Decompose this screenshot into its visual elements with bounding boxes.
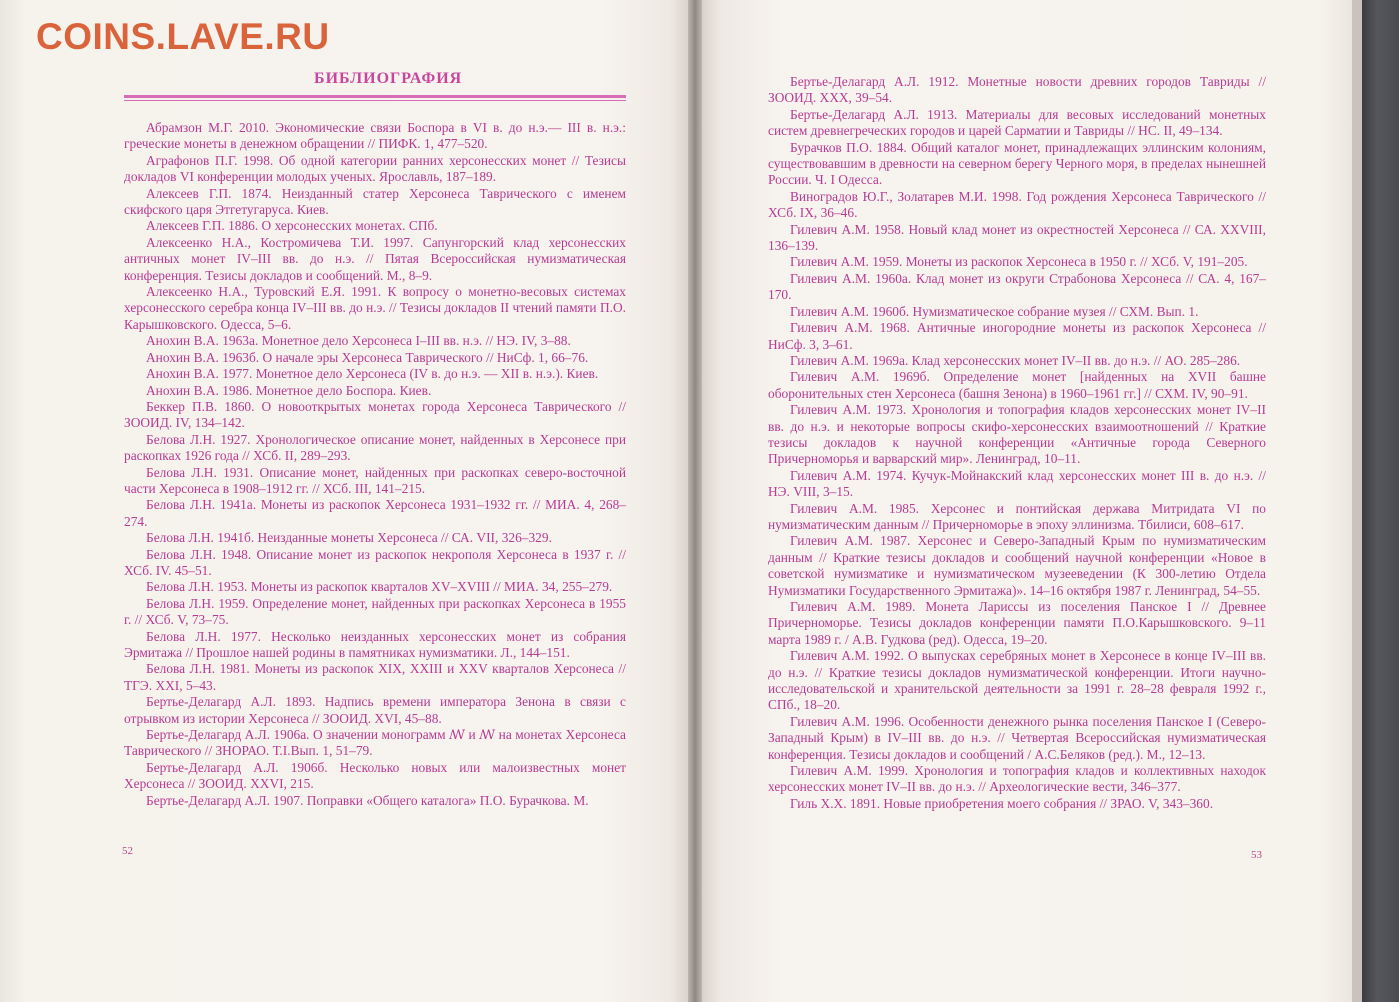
bibliography-entry: Белова Л.Н. 1977. Несколько неизданных херсонесских монет из собрания Эрмитажа // Прошлое нашей родины в памятниках нумизматики. Л., 144–151. bbox=[124, 628, 626, 660]
right-page bbox=[702, 0, 1352, 1002]
bibliography-entry: Белова Л.Н. 1927. Хронологическое описание монет, найденных в Херсонесе при раскопках 1926 года // ХСб. II, 289–293. bbox=[124, 431, 626, 464]
bibliography-entry: Белова Л.Н. 1953. Монеты из раскопок кварталов XV–XVIII // МИА. 34, 255–279. bbox=[146, 579, 613, 595]
bibliography-entry: Белова Л.Н. 1931. Описание монет, найденных при раскопках северо-восточной части Херсонеса в 1908–1912 гг. // ХСб. III, 141–215. bbox=[124, 464, 626, 496]
bibliography-entry: Гилевич А.М. 1960б. Нумизматическое собрание музея // СХМ. Вып. 1. bbox=[790, 303, 1199, 319]
bibliography-entry: Бурачков П.О. 1884. Общий каталог монет, принадлежащих эллинским колониям, существовавшим в древности на северном берегу Черного моря, в пределах нынешней России. Ч. I Одесса. bbox=[768, 139, 1266, 188]
bibliography-entry: Белова Л.Н. 1981. Монеты из раскопок XIX, XXIII и XXV кварталов Херсонеса // ТГЭ. XXI, 5–43. bbox=[124, 661, 626, 693]
bibliography-entry: Беккер П.В. 1860. О новооткрытых монетах города Херсонеса Таврического // ЗООИД. IV, 134–142. bbox=[124, 398, 626, 431]
bibliography-entry: Бертье-Делагард А.Л. 1913. Материалы для весовых исследований монетных систем древнегреческих городов и царей Сарматии и Тавриды // НС. II, 49–134. bbox=[768, 106, 1266, 139]
bibliography-entry: Бертье-Делагард А.Л. 1906б. Несколько новых или малоизвестных монет Херсонеса // ЗООИД. XXVI, 215. bbox=[124, 759, 626, 792]
bibliography-entry: Гилевич А.М. 1968. Античные иногородние монеты из раскопок Херсонеса // НиСф. 3, 3–61. bbox=[768, 320, 1266, 352]
bibliography-entry: Белова Л.Н. 1948. Описание монет из раскопок некрополя Херсонеса в 1937 г. // ХСб. IV. 45–51. bbox=[124, 546, 626, 578]
bibliography-entry: Белова Л.Н. 1959. Определение монет, найденных при раскопках Херсонеса в 1955 г. // ХСб. V, 73–75. bbox=[124, 595, 626, 628]
bibliography-entry: Алексеев Г.П. 1886. О херсонесских монетах. СПб. bbox=[146, 218, 438, 234]
page-number: 53 bbox=[1251, 849, 1262, 861]
bibliography-entry: Анохин В.А. 1977. Монетное дело Херсонеса (IV в. до н.э. — XII в. н.э.). Киев. bbox=[146, 366, 599, 382]
bibliography-entry: Анохин В.А. 1963б. О начале эры Херсонеса Таврического // НиСф. 1, 66–76. bbox=[146, 349, 589, 365]
bibliography-entry: Гилевич А.М. 1985. Херсонес и понтийская держава Митридата VI по нумизматическим данным // Причерноморье в эпоху эллинизма. Тбилиси, 608–617. bbox=[768, 500, 1266, 532]
bibliography-entry: Гилевич А.М. 1996. Особенности денежного рынка поселения Панское I (Северо-Западный Крым) в IV–III вв. до н.э. // Четвертая Всероссийская нумизматическая конференция. Тезисы докладов и сообщений / А.С.Беляков (ред.). М., 12–13. bbox=[768, 713, 1266, 762]
gutter bbox=[688, 0, 702, 1002]
left-page bbox=[0, 0, 688, 1002]
bibliography-entry: Бертье-Делагард А.Л. 1907. Поправки «Общего каталога» П.О. Бурачкова. М. bbox=[146, 792, 589, 808]
page-number: 52 bbox=[122, 845, 133, 857]
bibliography-entry: Бертье-Делагард А.Л. 1906а. О значении монограмм ꟿ и ꟿ на монетах Херсонеса Таврического // ЗНОРАО. Т.I.Вып. 1, 51–79. bbox=[124, 727, 626, 759]
right-entries bbox=[768, 74, 1266, 812]
bibliography-entry: Гилевич А.М. 1999. Хронология и топография кладов и коллективных находок херсонесских монет IV–II вв. до н.э. // Археологические вести, 346–377. bbox=[768, 763, 1266, 795]
bibliography-entry: Аграфонов П.Г. 1998. Об одной категории ранних херсонесских монет // Тезисы докладов VI конференции молодых ученых. Ярославль, 187–189. bbox=[124, 152, 626, 185]
bibliography-entry: Гилевич А.М. 1989. Монета Лариссы из поселения Панское I // Древнее Причерноморье. Тезисы докладов конференции памяти П.О.Карышковского. 9–11 марта 1989 г. / А.В. Гудкова (ред). Одесса, 19–20. bbox=[768, 599, 1266, 647]
bibliography-entry: Белова Л.Н. 1941а. Монеты из раскопок Херсонеса 1931–1932 гг. // МИА. 4, 268–274. bbox=[124, 497, 626, 529]
bibliography-entry: Алексеенко Н.А., Туровский Е.Я. 1991. К вопросу о монетно-весовых системах херсонесского серебра конца IV–III вв. до н.э. // Тезисы докладов II чтений памяти П.О. Карышковского. Одесса, 5–6. bbox=[124, 284, 626, 332]
bibliography-entry: Гиль Х.Х. 1891. Новые приобретения моего собрания // ЗРАО. V, 343–360. bbox=[790, 795, 1214, 811]
bibliography-entry: Белова Л.Н. 1941б. Неизданные монеты Херсонеса // СА. VII, 326–329. bbox=[146, 530, 552, 546]
section-title: БИБЛИОГРАФИЯ bbox=[314, 70, 463, 87]
bibliography-entry: Бертье-Делагард А.Л. 1912. Монетные новости древних городов Тавриды // ЗООИД. XXX, 39–54. bbox=[768, 74, 1266, 106]
bibliography-entry: Абрамзон М.Г. 2010. Экономические связи Боспора в VI в. до н.э.— III в. н.э.: греческие монеты в денежном обращении // ПИФК. 1, 477–520. bbox=[124, 120, 626, 152]
page-block-edge bbox=[1352, 0, 1362, 1002]
watermark: COINS.LAVE.RU bbox=[36, 16, 330, 57]
title-rule bbox=[124, 95, 626, 101]
book-cover bbox=[1362, 0, 1399, 1002]
bibliography-entry: Виноградов Ю.Г., Золатарев М.И. 1998. Год рождения Херсонеса Таврического // ХСб. IX, 36–46. bbox=[768, 188, 1266, 221]
bibliography-entry: Гилевич А.М. 1969а. Клад херсонесских монет IV–II вв. до н.э. // АО. 285–286. bbox=[790, 352, 1241, 368]
bibliography-entry: Гилевич А.М. 1992. О выпусках серебряных монет в Херсонесе в конце IV–III вв. до н.э. // Краткие тезисы докладов нумизматической конференции. Итоги научно-исследовательской и хранительской деятельности за 1991 г. 28–28 февраля 1992 г., СПб., 18–20. bbox=[768, 648, 1266, 713]
bibliography-entry: Гилевич А.М. 1969б. Определение монет [найденных на XVII башне оборонительных стен Херсонеса (башня Зенона) в 1960–1961 гг.] // СХМ. IV, 90–91. bbox=[768, 369, 1266, 401]
bibliography-entry: Гилевич А.М. 1959. Монеты из раскопок Херсонеса в 1950 г. // ХСб. V, 191–205. bbox=[790, 254, 1248, 270]
bibliography-entry: Гилевич А.М. 1960а. Клад монет из округи Страбонова Херсонеса // СА. 4, 167–170. bbox=[768, 270, 1266, 303]
bibliography-entry: Алексеенко Н.А., Костромичева Т.И. 1997. Сапунгорский клад херсонесских античных монет IV–III вв. до н.э. // Пятая Всероссийская нумизматическая конференция. Тезисы докладов и сообщений. М., 8–9. bbox=[124, 234, 626, 283]
bibliography-entry: Алексеев Г.П. 1874. Неизданный статер Херсонеса Таврического с именем скифского царя Этгетугаруса. Киев. bbox=[124, 185, 626, 218]
bibliography-entry: Анохин В.А. 1963а. Монетное дело Херсонеса I–III вв. н.э. // НЭ. IV, 3–88. bbox=[146, 333, 571, 349]
bibliography-entry: Бертье-Делагард А.Л. 1893. Надпись времени императора Зенона в связи с отрывком из истории Херсонеса // ЗООИД. XVI, 45–88. bbox=[124, 694, 626, 726]
bibliography-entry: Гилевич А.М. 1987. Херсонес и Северо-Западный Крым по нумизматическим данным // Краткие тезисы докладов и сообщений научной конференции «Новое в советской нумизматике и нумизматическом музееведении (К 300-летию Отдела Нумизматики Государственного Эрмитажа)». 14–16 октября 1987 г. Ленинград, 54–55. bbox=[768, 533, 1266, 598]
left-entries bbox=[124, 120, 626, 809]
bibliography-entry: Гилевич А.М. 1973. Хронология и топография кладов херсонесских монет IV–II вв. до н.э. и некоторые вопросы скифо-херсонесских взаимоотношений // Краткие тезисы докладов к научной конференции «Античные города Северного Причерноморья и варварский мир». Ленинград, 10–11. bbox=[768, 402, 1266, 467]
bibliography-entry: Анохин В.А. 1986. Монетное дело Боспора. Киев. bbox=[146, 382, 432, 398]
bibliography-entry: Гилевич А.М. 1974. Кучук-Мойнакский клад херсонесских монет III в. до н.э. // НЭ. VIII, 3–15. bbox=[768, 467, 1266, 500]
bibliography-entry: Гилевич А.М. 1958. Новый клад монет из окрестностей Херсонеса // СА. XXVIII, 136–139. bbox=[768, 221, 1266, 254]
